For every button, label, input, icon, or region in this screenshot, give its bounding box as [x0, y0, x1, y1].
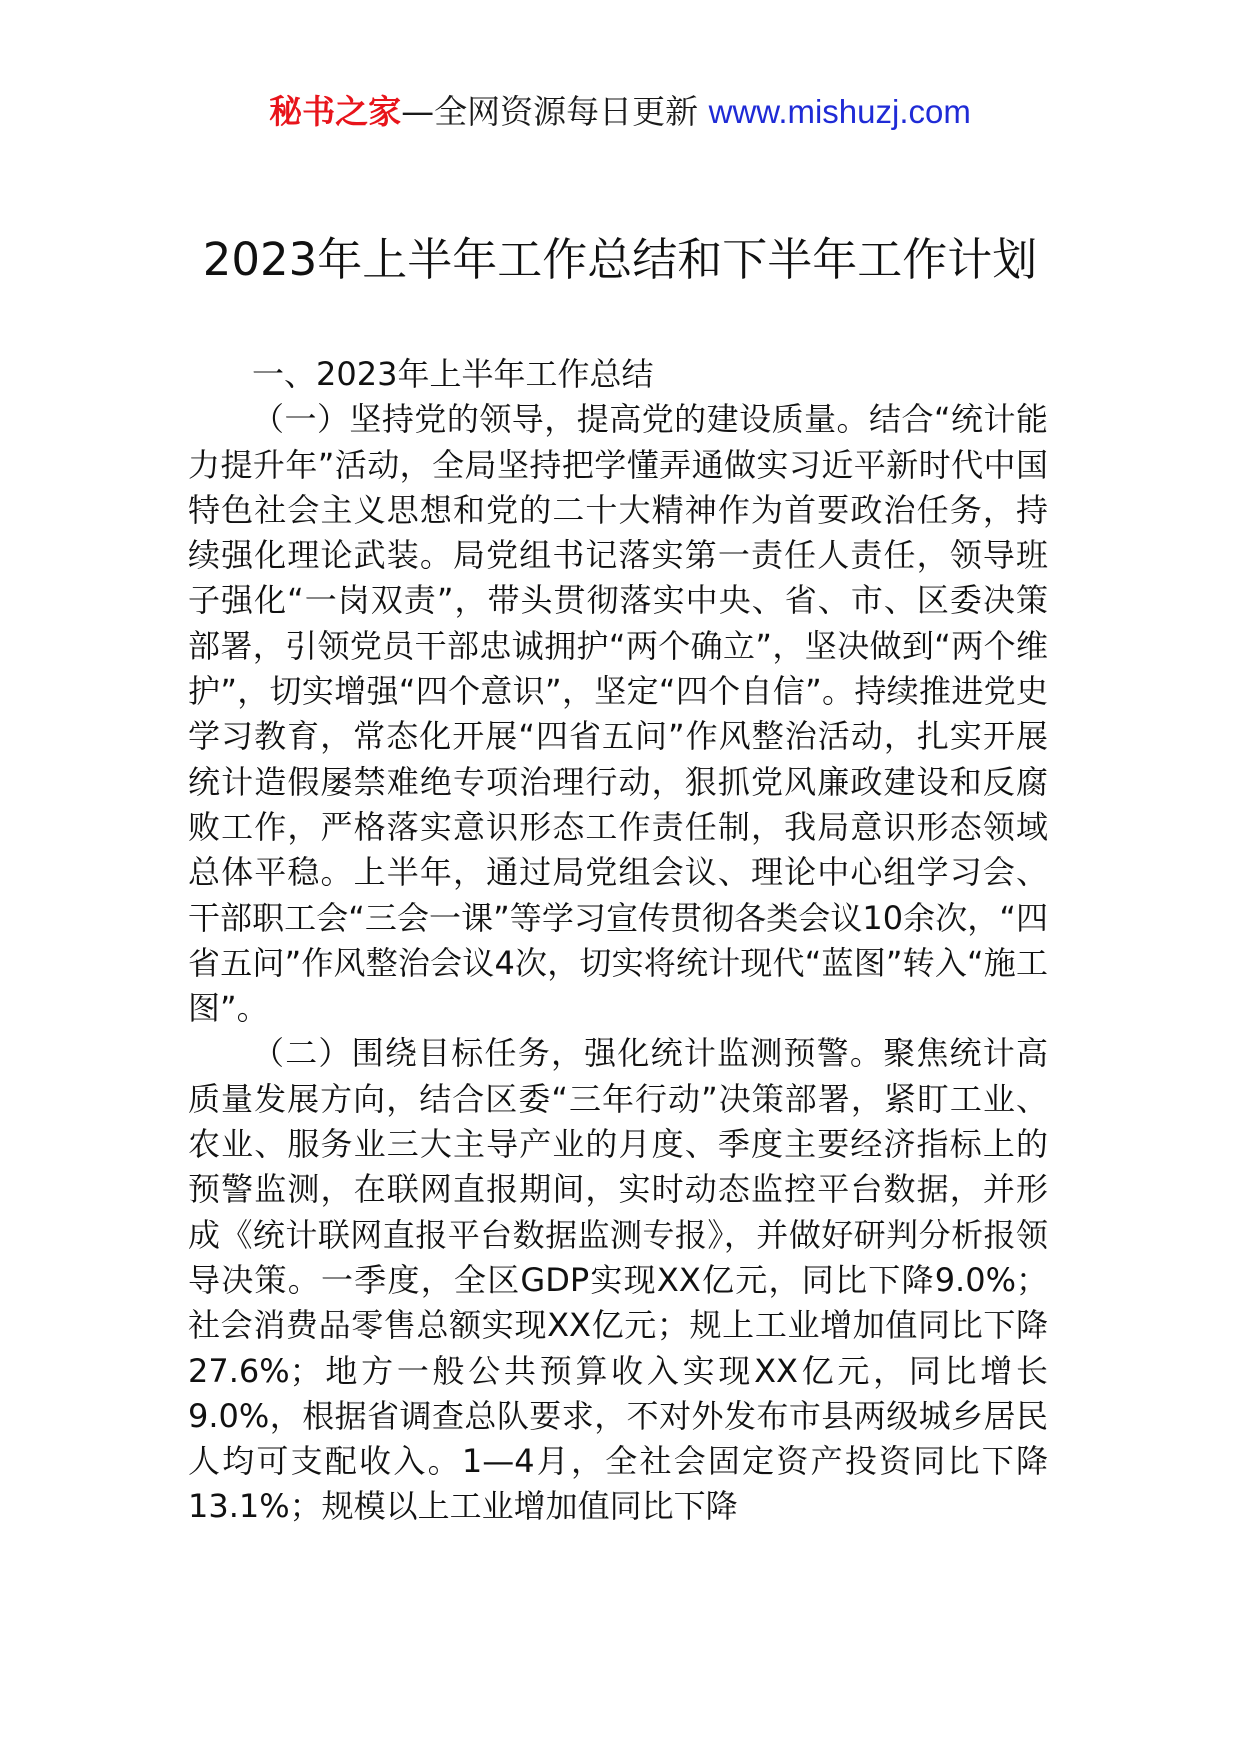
document-body	[188, 352, 1048, 1530]
section-heading: 一、2023年上半年工作总结	[252, 355, 654, 393]
site-url-link[interactable]: www.mishuzj.com	[708, 93, 971, 130]
document-title: 2023年上半年工作总结和下半年工作计划	[202, 233, 1038, 286]
paragraph-party-leadership: （一）坚持党的领导，提高党的建设质量。结合“统计能力提升年”活动，全局坚持把学懂弄通做实习近平新时代中国特色社会主义思想和党的二十大精神作为首要政治任务，持续强化理论武装。局党组书记落实第一责任人责任，领导班子强化“一岗双责”，带头贯彻落实中央、省、市、区委决策部署，引领党员干部忠诚拥护“两个确立”，坚决做到“两个维护”，切实增强“四个意识”，坚定“四个自信”。持续推进党史学习教育，常态化开展“四省五问”作风整治活动，扎实开展统计造假屡禁难绝专项治理行动，狠抓党风廉政建设和反腐败工作，严格落实意识形态工作责任制，我局意识形态领域总体平稳。上半年，通过局党组会议、理论中心组学习会、干部职工会“三会一课”等学习宣传贯彻各类会议10余次，“四省五问”作风整治会议4次，切实将统计现代“蓝图”转入“施工图”。	[188, 400, 1048, 1028]
site-brand-name: 秘书之家	[269, 92, 402, 131]
paragraph-statistical-monitoring: （二）围绕目标任务，强化统计监测预警。聚焦统计高质量发展方向，结合区委“三年行动”决策部署，紧盯工业、农业、服务业三大主导产业的月度、季度主要经济指标上的预警监测，在联网直报期间，实时动态监控平台数据，并形成《统计联网直报平台数据监测专报》，并做好研判分析报领导决策。一季度，全区GDP实现XX亿元，同比下降9.0%；社会消费品零售总额实现XX亿元；规上工业增加值同比下降27.6%；地方一般公共预算收入实现XX亿元，同比增长9.0%，根据省调查总队要求，不对外发布市县两级城乡居民人均可支配收入。1—4月，全社会固定资产投资同比下降13.1%；规模以上工业增加值同比下降	[188, 1034, 1048, 1526]
site-header-banner	[0, 88, 1240, 136]
site-tagline: —全网资源每日更新	[401, 92, 699, 131]
